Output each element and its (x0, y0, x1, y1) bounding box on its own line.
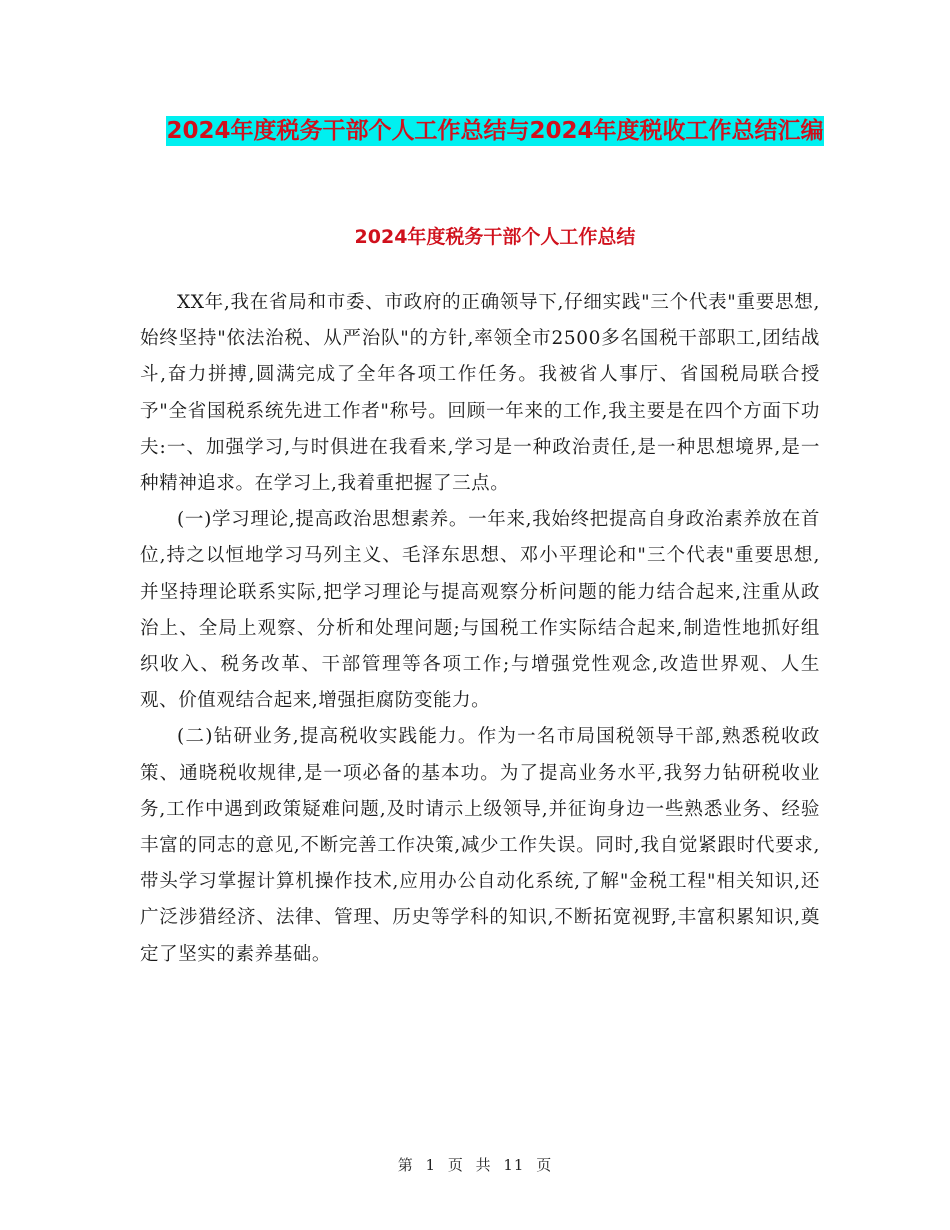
paragraph-business: (二)钻研业务,提高税收实践能力。作为一名市局国税领导干部,熟悉税收政策、通晓税收规律,是一项必备的基本功。为了提高业务水平,我努力钻研税收业务,工作中遇到政策疑难问题,及时请示上级领导,并征询身边一些熟悉业务、经验丰富的同志的意见,不断完善工作决策,减少工作失误。同时,我自觉紧跟时代要求,带头学习掌握计算机操作技术,应用办公自动化系统,了解"金税工程"相关知识,还广泛涉猎经济、法律、管理、历史等学科的知识,不断拓宽视野,丰富积累知识,奠定了坚实的素养基础。 (140, 726, 820, 965)
document-title (140, 108, 850, 154)
paragraph-intro: XX年,我在省局和市委、市政府的正确领导下,仔细实践"三个代表"重要思想,始终坚持"依法治税、从严治队"的方针,率领全市2500多名国税干部职工,团结战斗,奋力拼搏,圆满完成了全年各项工作任务。我被省人事厅、省国税局联合授予"全省国税系统先进工作者"称号。回顾一年来的工作,我主要是在四个方面下功夫:一、加强学习,与时俱进在我看来,学习是一种政治责任,是一种思想境界,是一种精神追求。在学习上,我着重把握了三点。 (140, 292, 820, 495)
document-body (140, 285, 820, 973)
section-title: 2024年度税务干部个人工作总结 (354, 226, 636, 248)
page-footer: 第 1 页 共 11 页 (397, 1156, 553, 1174)
document-title-text: 2024年度税务干部个人工作总结与2024年度税收工作总结汇编 (166, 118, 824, 144)
paragraph-theory: (一)学习理论,提高政治思想素养。一年来,我始终把提高自身政治素养放在首位,持之以恒地学习马列主义、毛泽东思想、邓小平理论和"三个代表"重要思想,并坚持理论联系实际,把学习理论与提高观察分析问题的能力结合起来,注重从政治上、全局上观察、分析和处理问题;与国税工作实际结合起来,制造性地抓好组织收入、税务改革、干部管理等各项工作;与增强党性观念,改造世界观、人生观、价值观结合起来,增强拒腐防变能力。 (140, 509, 820, 712)
